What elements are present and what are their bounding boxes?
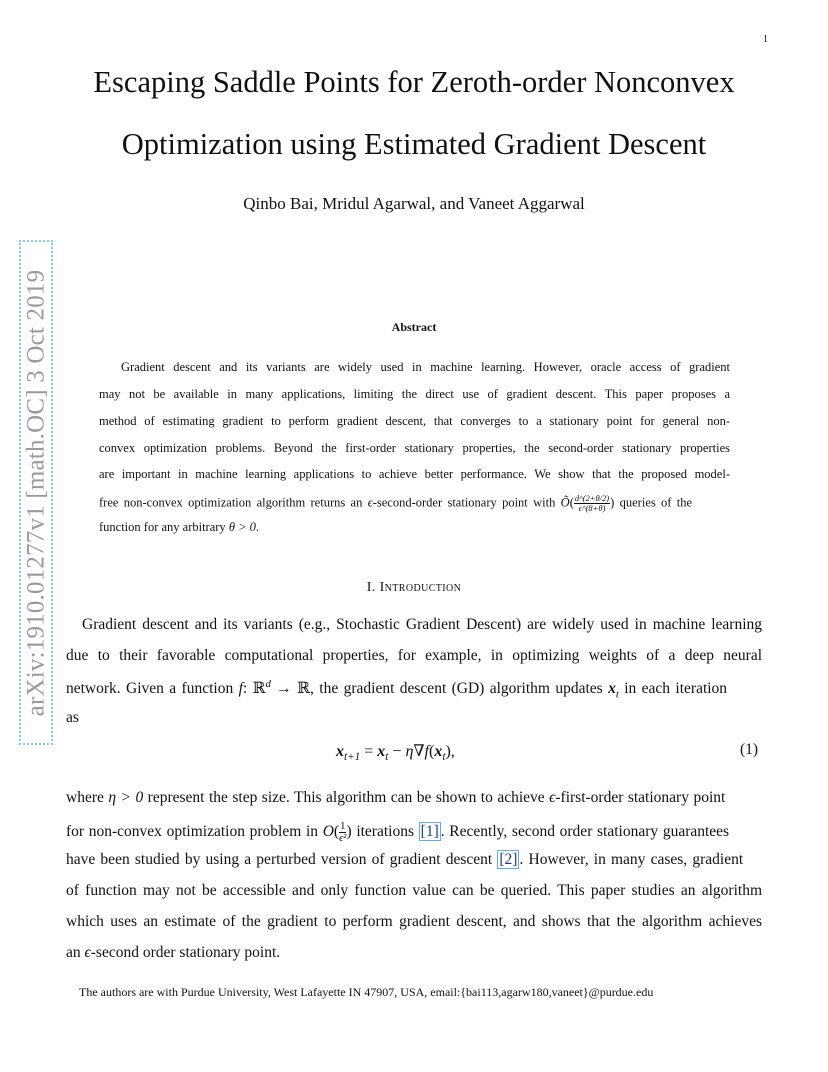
arxiv-identifier-stamp	[19, 240, 53, 745]
abstract-line: function for any arbitrary θ > 0.	[99, 520, 260, 534]
abstract-line-complexity: free non-convex optimization algorithm returns an ϵ-second-order stationary point with Õ( $\frac{d\^{}(2+\theta/2)}{\epsilon\^{}(8+\theta)}$ ) queries of the	[99, 493, 693, 513]
body-line: as	[66, 709, 79, 726]
body-line: have been studied by using a perturbed version of gradient descent [2] . However, in many cases, gradient	[66, 851, 744, 868]
equation-gradient-descent-update: $x_{t+1} = x_t - \eta\nabla f(x_t)$,	[336, 743, 455, 764]
complexity-fraction: $\frac{d\^{}(2+\theta/2)}{\epsilon\^{}(8+\theta)}$	[574, 493, 610, 513]
page-number: 1	[763, 34, 768, 45]
section-heading-introduction: I. Introduction	[366, 580, 462, 595]
abstract-line: may not be available in many applications, limiting the direct use of gradient descent. This paper proposes a	[99, 387, 730, 401]
author-list: Qinbo Bai, Mridul Agarwal, and Vaneet Aggarwal	[243, 194, 585, 213]
paper-title-line-2: Optimization using Estimated Gradient Descent	[121, 127, 707, 161]
body-line: for non-convex optimization problem in O( $\frac{1}{\text{ϵ²}}$ ) iterations [1] . Recently, second order stationary guarantees	[66, 821, 730, 845]
body-line: which uses an estimate of the gradient to perform gradient descent, and shows that the algorithm achieves	[66, 913, 762, 930]
equation-number: (1)	[740, 741, 759, 758]
abstract-line: Gradient descent and its variants are widely used in machine learning. However, oracle access of gradient	[121, 360, 730, 374]
author-affiliation-footnote: The authors are with Purdue University, West Lafayette IN 47907, USA, email:{bai113,agarw180,vaneet}@purdue.edu	[79, 985, 654, 999]
body-line: network. Given a function f: ℝ$^d$ → ℝ, the gradient descent (GD) algorithm updates $x_t$ in each iteration	[66, 678, 728, 701]
abstract-line: convex optimization problems. Beyond the first-order stationary properties, the second-order stationary properties	[99, 441, 730, 455]
paper-title-line-1: Escaping Saddle Points for Zeroth-order Nonconvex	[93, 65, 735, 99]
arxiv-identifier: arXiv:1910.01277v1 [math.OC] 3 Oct 2019	[22, 269, 50, 716]
body-line: an ϵ-second order stationary point.	[66, 944, 281, 961]
abstract-line: are important in machine learning applications to achieve better performance. We show that the proposed model-	[99, 467, 730, 481]
abstract-line: method of estimating gradient to perform gradient descent, that converges to a stationary point for general non-	[99, 414, 730, 428]
body-line: of function may not be accessible and only function value can be queried. This paper studies an algorithm	[66, 882, 762, 899]
body-line: due to their favorable computational properties, for example, in optimizing weights of a deep neural	[66, 647, 762, 664]
iteration-fraction: $\frac{1}{\text{ϵ²}}$	[339, 821, 347, 845]
citation-link-2[interactable]: [2]	[499, 851, 518, 868]
citation-link-1[interactable]: [1]	[420, 823, 439, 841]
body-line: where η > 0 represent the step size. This algorithm can be shown to achieve ϵ-first-order stationary point	[66, 789, 726, 806]
body-line: Gradient descent and its variants (e.g., Stochastic Gradient Descent) are widely used in machine learning	[82, 616, 762, 633]
abstract-heading: Abstract	[391, 320, 437, 334]
